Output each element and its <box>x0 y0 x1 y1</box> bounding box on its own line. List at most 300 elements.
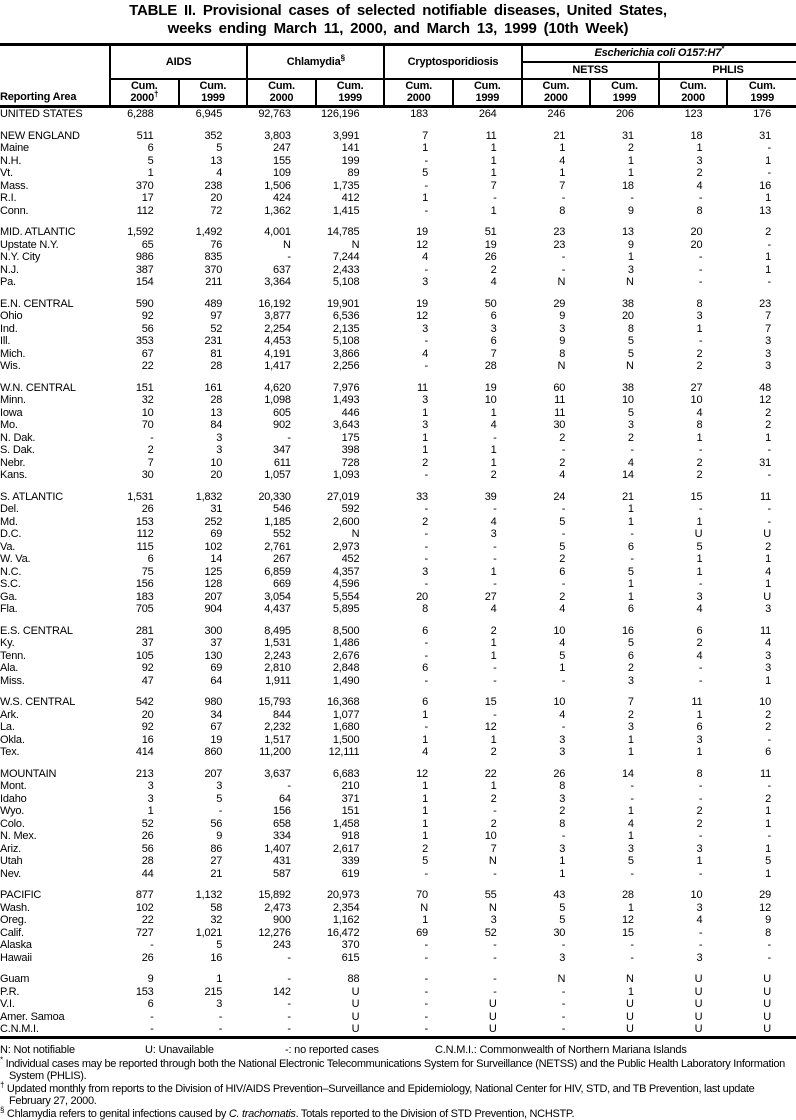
value-cell: 2 <box>727 793 796 806</box>
reporting-area-cell: W.N. CENTRAL <box>0 382 110 395</box>
value-cell: - <box>727 444 796 457</box>
footnotes <box>0 1058 796 1120</box>
value-cell: 1 <box>453 407 522 420</box>
table-row <box>0 998 796 1011</box>
value-cell: 9 <box>590 239 659 252</box>
value-cell: 4 <box>727 637 796 650</box>
value-cell: 1 <box>727 868 796 881</box>
value-cell: 705 <box>110 603 179 616</box>
reporting-area-cell: Ill. <box>0 335 110 348</box>
reporting-area-cell: Upstate N.Y. <box>0 239 110 252</box>
value-cell: - <box>727 142 796 155</box>
value-cell: 1,592 <box>110 226 179 239</box>
value-cell: 9 <box>110 973 179 986</box>
value-cell: 4 <box>453 276 522 289</box>
reporting-area-cell: La. <box>0 721 110 734</box>
value-cell: 130 <box>179 650 248 663</box>
reporting-area-cell: Tex. <box>0 746 110 759</box>
value-cell: 1 <box>727 251 796 264</box>
reporting-area-cell: Md. <box>0 516 110 529</box>
value-cell: 2 <box>659 167 728 180</box>
table-row <box>0 973 796 986</box>
value-cell: - <box>659 335 728 348</box>
value-cell: 10 <box>453 394 522 407</box>
value-cell: 3 <box>384 566 453 579</box>
value-cell: 20,973 <box>316 889 385 902</box>
value-cell: 4,620 <box>247 382 316 395</box>
value-cell: 12 <box>590 914 659 927</box>
value-cell: 3 <box>590 675 659 688</box>
value-cell: 5 <box>522 516 591 529</box>
value-cell: 207 <box>179 591 248 604</box>
value-cell: 12 <box>384 239 453 252</box>
value-cell: 2 <box>727 709 796 722</box>
value-cell: 34 <box>179 709 248 722</box>
value-cell: - <box>522 675 591 688</box>
value-cell: U <box>727 1011 796 1024</box>
section-gap <box>0 880 796 889</box>
table-title <box>0 0 796 38</box>
value-cell: 1 <box>590 902 659 915</box>
value-cell: 7 <box>727 323 796 336</box>
value-cell: 247 <box>247 142 316 155</box>
value-cell: 153 <box>110 986 179 999</box>
value-cell: 3,866 <box>316 348 385 361</box>
table-row <box>0 457 796 470</box>
value-cell: 102 <box>179 541 248 554</box>
value-cell: 92 <box>110 310 179 323</box>
value-cell: 8 <box>659 419 728 432</box>
section-gap-cell <box>0 880 796 889</box>
value-cell: 19 <box>384 226 453 239</box>
value-cell: 12 <box>384 768 453 781</box>
table-row <box>0 830 796 843</box>
value-cell: 31 <box>590 130 659 143</box>
value-cell: 16 <box>179 952 248 965</box>
value-cell: - <box>727 516 796 529</box>
value-cell: - <box>659 927 728 940</box>
value-cell: 7,976 <box>316 382 385 395</box>
value-cell: 1 <box>590 986 659 999</box>
value-cell: 3 <box>727 662 796 675</box>
value-cell: 56 <box>110 323 179 336</box>
value-cell: 4 <box>522 709 591 722</box>
table-row <box>0 142 796 155</box>
value-cell: 2,354 <box>316 902 385 915</box>
value-cell: 67 <box>110 348 179 361</box>
value-cell: 1 <box>384 444 453 457</box>
value-cell: 1 <box>522 167 591 180</box>
value-cell: 6 <box>659 721 728 734</box>
value-cell: 546 <box>247 503 316 516</box>
value-cell: - <box>247 952 316 965</box>
reporting-area-cell: V.I. <box>0 998 110 1011</box>
table-row <box>0 444 796 457</box>
value-cell: 1,493 <box>316 394 385 407</box>
reporting-area-cell: Conn. <box>0 205 110 218</box>
reporting-area-cell: Maine <box>0 142 110 155</box>
value-cell: 125 <box>179 566 248 579</box>
value-cell: U <box>659 973 728 986</box>
value-cell: N <box>590 973 659 986</box>
value-cell: 14 <box>590 469 659 482</box>
footnote-marker: § <box>341 53 345 62</box>
value-cell: U <box>727 528 796 541</box>
value-cell: - <box>384 180 453 193</box>
value-cell: 13 <box>590 226 659 239</box>
value-cell: 2,232 <box>247 721 316 734</box>
value-cell: 5 <box>590 335 659 348</box>
value-cell: 18 <box>590 180 659 193</box>
value-cell: - <box>453 578 522 591</box>
value-cell: 14 <box>179 553 248 566</box>
value-cell: - <box>522 939 591 952</box>
value-cell: 9 <box>590 205 659 218</box>
value-cell: 4 <box>659 407 728 420</box>
value-cell: 1 <box>522 142 591 155</box>
value-cell: 72 <box>179 205 248 218</box>
value-cell: 5 <box>179 142 248 155</box>
table-row <box>0 180 796 193</box>
value-cell: 12,276 <box>247 927 316 940</box>
table-body <box>0 107 796 1038</box>
group-header-aids <box>110 45 247 79</box>
value-cell: 1 <box>590 578 659 591</box>
value-cell: 43 <box>522 889 591 902</box>
reporting-area-cell: Guam <box>0 973 110 986</box>
table-row <box>0 298 796 311</box>
reporting-area-cell: Del. <box>0 503 110 516</box>
value-cell: 4 <box>384 251 453 264</box>
value-cell: 1,162 <box>316 914 385 927</box>
value-cell: 28 <box>179 360 248 373</box>
footnote <box>0 1108 796 1120</box>
value-cell: 13 <box>179 155 248 168</box>
value-cell: 10 <box>179 457 248 470</box>
value-cell: 658 <box>247 818 316 831</box>
value-cell: 2 <box>659 637 728 650</box>
value-cell: 1 <box>590 503 659 516</box>
value-cell: N <box>453 855 522 868</box>
value-cell: 75 <box>110 566 179 579</box>
value-cell: U <box>316 1023 385 1037</box>
value-cell: 3 <box>659 843 728 856</box>
value-cell: 10 <box>453 830 522 843</box>
value-cell: 7 <box>453 348 522 361</box>
value-cell: 11 <box>659 696 728 709</box>
value-cell: 7 <box>453 843 522 856</box>
value-cell: - <box>659 675 728 688</box>
value-cell: 1 <box>384 780 453 793</box>
value-cell: 109 <box>247 167 316 180</box>
value-cell: 112 <box>110 528 179 541</box>
reporting-area-cell: Nev. <box>0 868 110 881</box>
value-cell: 5 <box>590 566 659 579</box>
value-cell: - <box>384 675 453 688</box>
reporting-area-cell: Pa. <box>0 276 110 289</box>
value-cell: 20 <box>179 192 248 205</box>
section-gap <box>0 373 796 382</box>
value-cell: 1,735 <box>316 180 385 193</box>
value-cell: 5,108 <box>316 276 385 289</box>
value-cell: - <box>453 432 522 445</box>
value-cell: 3 <box>727 603 796 616</box>
footnote <box>0 1058 796 1083</box>
value-cell: 27 <box>659 382 728 395</box>
value-cell: 7 <box>522 180 591 193</box>
value-cell: 16,192 <box>247 298 316 311</box>
value-cell: 7,244 <box>316 251 385 264</box>
value-cell: - <box>453 662 522 675</box>
value-cell: 1 <box>659 432 728 445</box>
table-row <box>0 780 796 793</box>
value-cell: 4,437 <box>247 603 316 616</box>
value-cell: 22 <box>110 914 179 927</box>
value-cell: 3 <box>453 914 522 927</box>
reporting-area-cell: Okla. <box>0 734 110 747</box>
value-cell: 3 <box>727 348 796 361</box>
reporting-area-cell: R.I. <box>0 192 110 205</box>
value-cell: 3 <box>727 335 796 348</box>
column-header: Cum. 2000 <box>384 79 453 107</box>
value-cell: 3 <box>727 360 796 373</box>
value-cell: 32 <box>179 914 248 927</box>
value-cell: 2 <box>727 419 796 432</box>
value-cell: 154 <box>110 276 179 289</box>
value-cell: 2 <box>453 818 522 831</box>
value-cell: 12,111 <box>316 746 385 759</box>
value-cell: 37 <box>179 637 248 650</box>
value-cell: 65 <box>110 239 179 252</box>
value-cell: 23 <box>522 226 591 239</box>
value-cell: 11 <box>522 394 591 407</box>
value-cell: 5 <box>522 914 591 927</box>
value-cell: 31 <box>727 457 796 470</box>
value-cell: 1,531 <box>247 637 316 650</box>
value-cell: 243 <box>247 939 316 952</box>
table-row <box>0 541 796 554</box>
value-cell: 215 <box>179 986 248 999</box>
section-gap-cell <box>0 373 796 382</box>
value-cell: 81 <box>179 348 248 361</box>
reporting-area-cell: Ga. <box>0 591 110 604</box>
value-cell: 8 <box>659 298 728 311</box>
value-cell: 3,364 <box>247 276 316 289</box>
value-cell: 2,617 <box>316 843 385 856</box>
value-cell: - <box>110 1011 179 1024</box>
value-cell: - <box>659 780 728 793</box>
reporting-area-cell: Mass. <box>0 180 110 193</box>
value-cell: 55 <box>453 889 522 902</box>
value-cell: 29 <box>522 298 591 311</box>
value-cell: 13 <box>179 407 248 420</box>
value-cell: 26 <box>453 251 522 264</box>
value-cell: 3 <box>384 419 453 432</box>
value-cell: - <box>727 239 796 252</box>
value-cell: - <box>384 264 453 277</box>
value-cell: 6 <box>110 998 179 1011</box>
value-cell: 64 <box>247 793 316 806</box>
value-cell: 18 <box>659 130 728 143</box>
value-cell: - <box>384 578 453 591</box>
value-cell: - <box>659 868 728 881</box>
value-cell: - <box>453 503 522 516</box>
value-cell: - <box>453 709 522 722</box>
value-cell: 6,945 <box>179 107 248 121</box>
value-cell: 3 <box>384 394 453 407</box>
value-cell: 2 <box>522 432 591 445</box>
value-cell: 727 <box>110 927 179 940</box>
table-row <box>0 432 796 445</box>
value-cell: 1 <box>384 192 453 205</box>
value-cell: 4,001 <box>247 226 316 239</box>
value-cell: 5 <box>110 155 179 168</box>
value-cell: 2 <box>453 625 522 638</box>
table-row <box>0 709 796 722</box>
value-cell: - <box>522 192 591 205</box>
value-cell: 6 <box>384 696 453 709</box>
value-cell: 3 <box>179 780 248 793</box>
value-cell: 38 <box>590 382 659 395</box>
value-cell: - <box>384 952 453 965</box>
value-cell: 4 <box>522 469 591 482</box>
value-cell: 2 <box>110 444 179 457</box>
value-cell: 511 <box>110 130 179 143</box>
value-cell: 4 <box>453 516 522 529</box>
value-cell: 141 <box>316 142 385 155</box>
value-cell: - <box>247 1011 316 1024</box>
value-cell: 1,486 <box>316 637 385 650</box>
value-cell: 6,536 <box>316 310 385 323</box>
value-cell: 2 <box>522 591 591 604</box>
value-cell: 6 <box>590 650 659 663</box>
value-cell: 211 <box>179 276 248 289</box>
value-cell: 1 <box>453 155 522 168</box>
value-cell: 3 <box>522 323 591 336</box>
value-cell: 1 <box>727 264 796 277</box>
value-cell: 669 <box>247 578 316 591</box>
value-cell: - <box>247 432 316 445</box>
value-cell: 3,991 <box>316 130 385 143</box>
value-cell: 334 <box>247 830 316 843</box>
value-cell: - <box>522 578 591 591</box>
value-cell: 13 <box>727 205 796 218</box>
value-cell: - <box>522 986 591 999</box>
table-row <box>0 889 796 902</box>
value-cell: 51 <box>453 226 522 239</box>
value-cell: 2 <box>659 469 728 482</box>
value-cell: 1 <box>522 868 591 881</box>
section-gap-cell <box>0 616 796 625</box>
value-cell: 2 <box>659 348 728 361</box>
value-cell: N <box>384 902 453 915</box>
value-cell: 23 <box>727 298 796 311</box>
value-cell: - <box>659 793 728 806</box>
value-cell: 1 <box>659 746 728 759</box>
value-cell: 1,517 <box>247 734 316 747</box>
section-gap <box>0 687 796 696</box>
value-cell: 20 <box>110 709 179 722</box>
value-cell: - <box>384 637 453 650</box>
reporting-area-cell: Fla. <box>0 603 110 616</box>
table-row <box>0 637 796 650</box>
value-cell: 39 <box>453 491 522 504</box>
value-cell: - <box>384 986 453 999</box>
reporting-area-cell: Tenn. <box>0 650 110 663</box>
table-row <box>0 407 796 420</box>
value-cell: 615 <box>316 952 385 965</box>
value-cell: 1 <box>727 553 796 566</box>
column-header: Cum. 2000† <box>110 79 179 107</box>
value-cell: 4 <box>590 457 659 470</box>
value-cell: 19,901 <box>316 298 385 311</box>
value-cell: 2 <box>590 142 659 155</box>
value-cell: 28 <box>453 360 522 373</box>
value-cell: 10 <box>522 625 591 638</box>
value-cell: 31 <box>179 503 248 516</box>
value-cell: 6 <box>453 335 522 348</box>
value-cell: 1 <box>110 805 179 818</box>
value-cell: 27,019 <box>316 491 385 504</box>
value-cell: 637 <box>247 264 316 277</box>
value-cell: 1 <box>453 566 522 579</box>
value-cell: - <box>110 432 179 445</box>
value-cell: 1 <box>384 805 453 818</box>
footnote <box>0 1083 796 1108</box>
group-label: O157:H7 <box>675 47 721 59</box>
value-cell: 1,680 <box>316 721 385 734</box>
value-cell: - <box>522 528 591 541</box>
value-cell: 2 <box>453 793 522 806</box>
value-cell: 1 <box>522 662 591 675</box>
value-cell: - <box>522 264 591 277</box>
value-cell: 1 <box>590 155 659 168</box>
value-cell: 238 <box>179 180 248 193</box>
value-cell: 20,330 <box>247 491 316 504</box>
reporting-area-cell: Va. <box>0 541 110 554</box>
value-cell: 4 <box>727 566 796 579</box>
value-cell: - <box>247 780 316 793</box>
reporting-area-cell: Ala. <box>0 662 110 675</box>
section-gap-cell <box>0 964 796 973</box>
value-cell: 3 <box>522 746 591 759</box>
reporting-area-cell: Mo. <box>0 419 110 432</box>
value-cell: - <box>453 675 522 688</box>
table-row <box>0 675 796 688</box>
notifiable-diseases-table <box>0 43 796 1039</box>
value-cell: 64 <box>179 675 248 688</box>
value-cell: 207 <box>179 768 248 781</box>
section-gap <box>0 616 796 625</box>
value-cell: 3 <box>659 902 728 915</box>
table-title-line2: weeks ending March 11, 2000, and March 13, 1999 (10th Week) <box>0 20 796 38</box>
table-row <box>0 855 796 868</box>
column-headers-row <box>0 79 796 107</box>
table-row <box>0 516 796 529</box>
value-cell: 16,472 <box>316 927 385 940</box>
value-cell: 2 <box>590 432 659 445</box>
value-cell: 27 <box>179 855 248 868</box>
value-cell: 3 <box>522 952 591 965</box>
value-cell: 7 <box>590 696 659 709</box>
value-cell: N <box>522 973 591 986</box>
value-cell: 76 <box>179 239 248 252</box>
value-cell: 28 <box>110 855 179 868</box>
value-cell: 4,191 <box>247 348 316 361</box>
value-cell: - <box>453 553 522 566</box>
value-cell: 2,135 <box>316 323 385 336</box>
value-cell: - <box>384 503 453 516</box>
